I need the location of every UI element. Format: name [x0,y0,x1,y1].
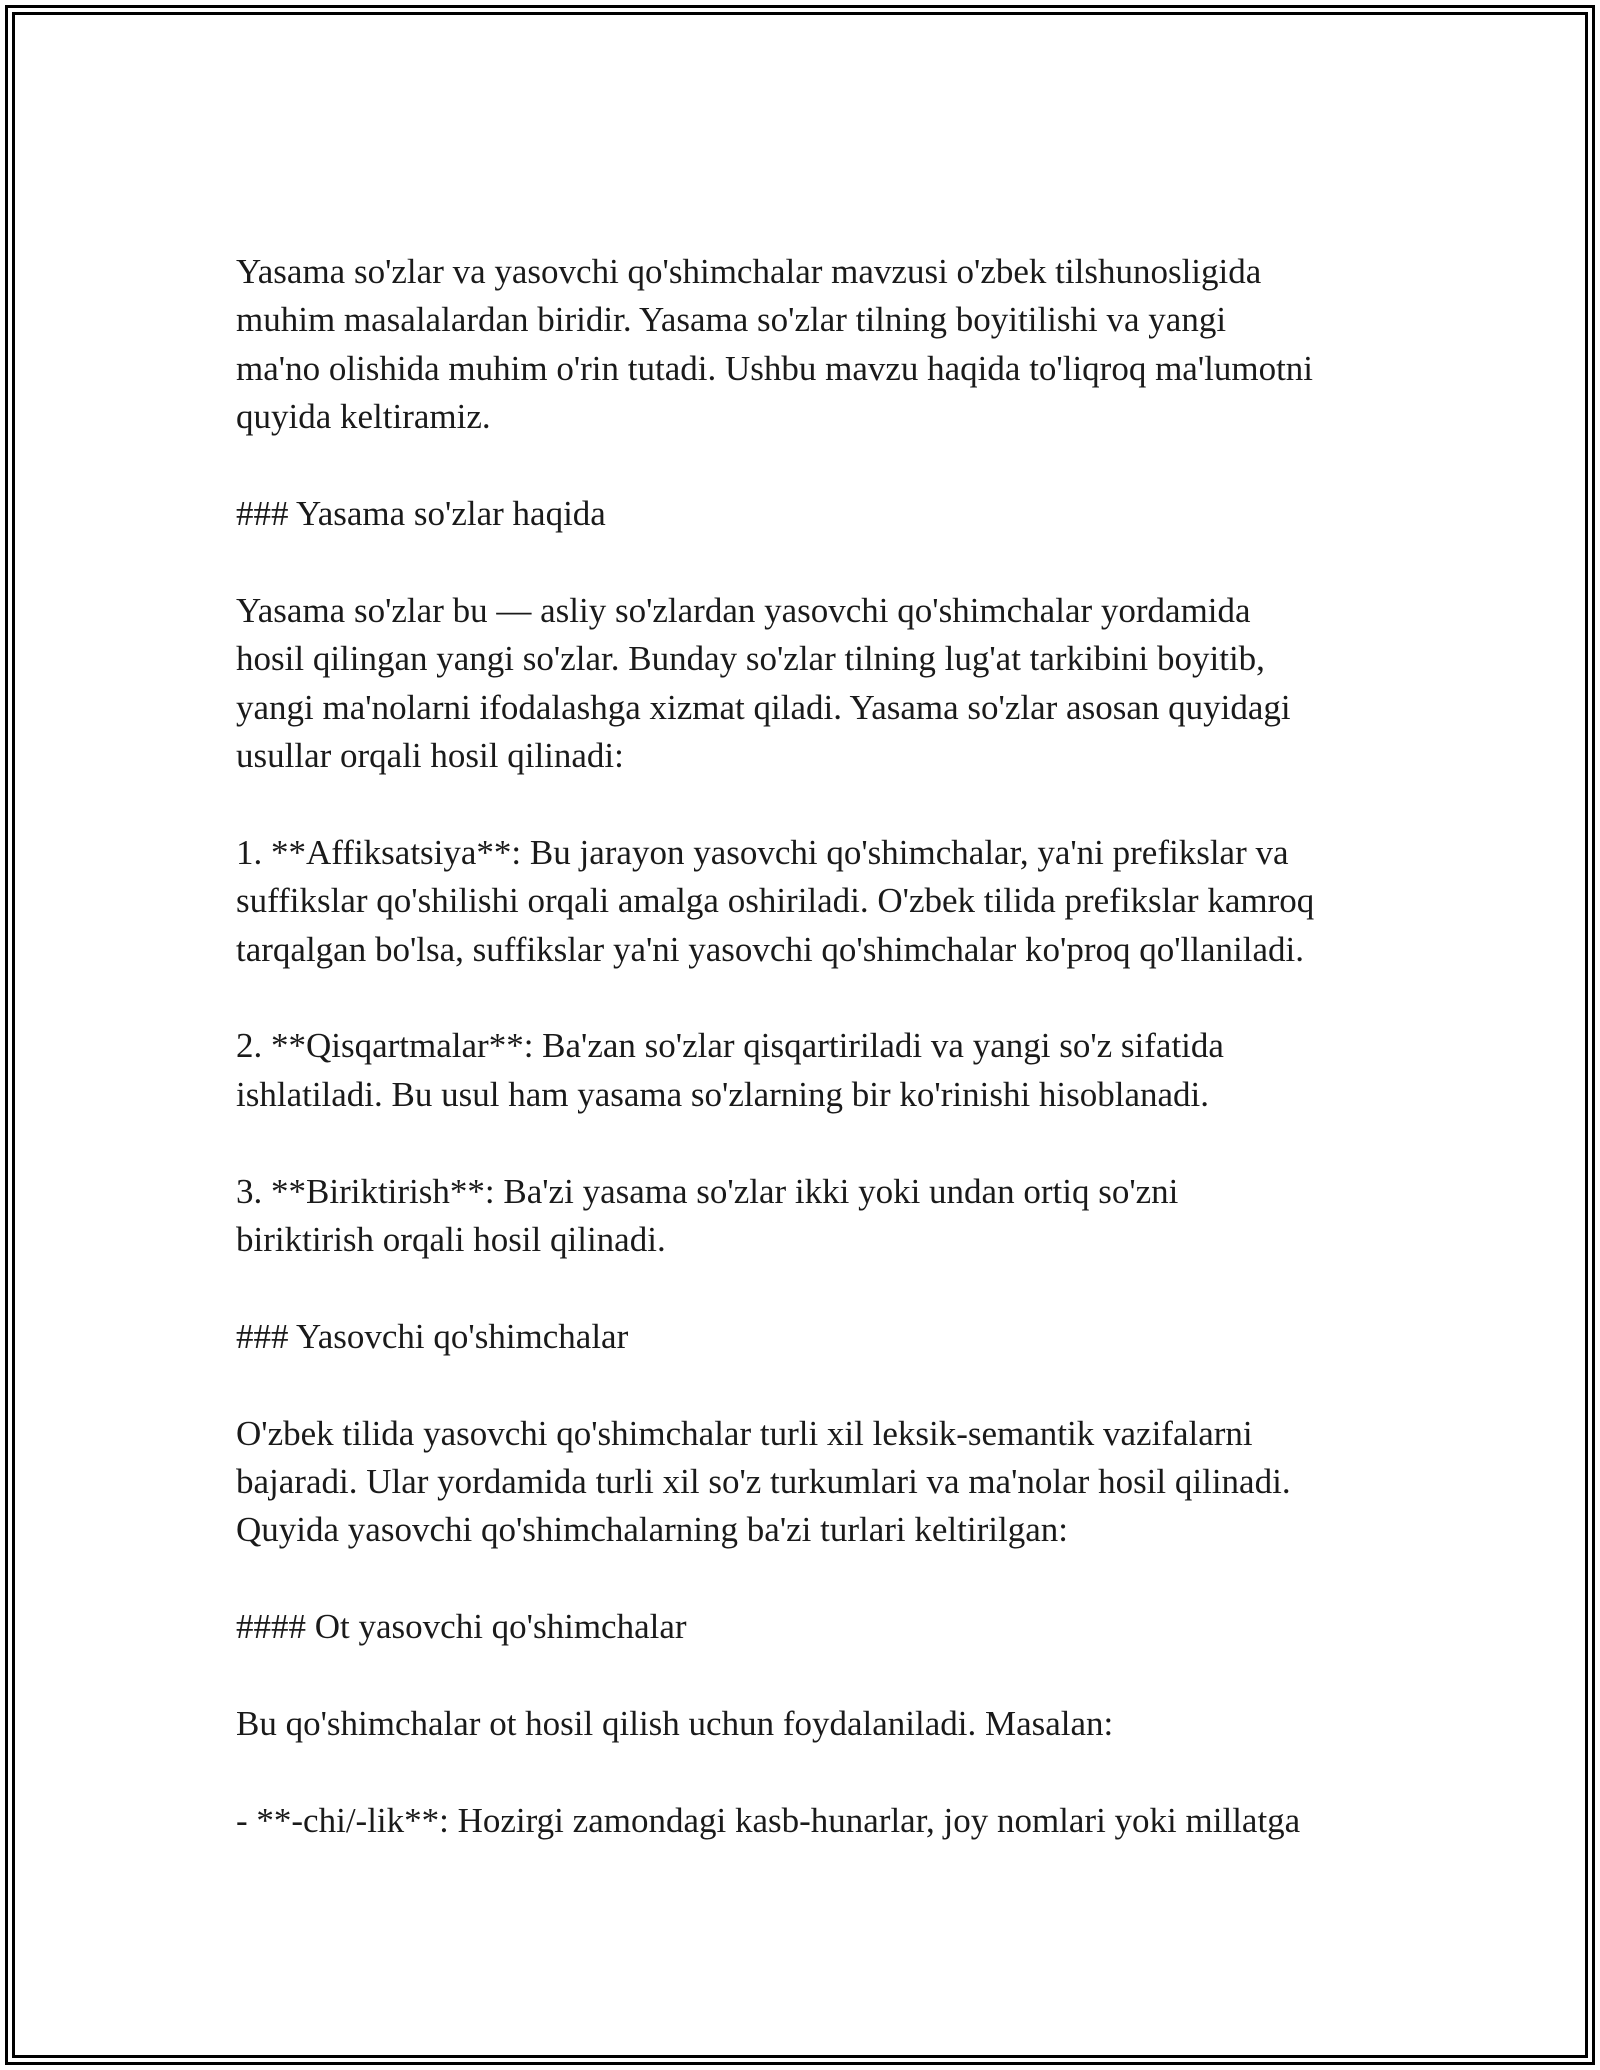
numbered-item-qisqartmalar [236,1022,1376,1119]
text-line: tarqalgan bo'lsa, suffikslar ya'ni yasovchi qo'shimchalar ko'proq qo'llaniladi. [236,929,1304,969]
text-line: Yasama so'zlar va yasovchi qo'shimchalar mavzusi o'zbek tilshunosligida [236,252,1262,291]
text-line: 2. **Qisqartmalar**: Ba'zan so'zlar qisqartiriladi va yangi so'z sifatida [236,1026,1224,1066]
text-line: 1. **Affiksatsiya**: Bu jarayon yasovchi qo'shimchalar, ya'ni prefikslar va [236,832,1289,872]
text-line: ma'no olishida muhim o'rin tutadi. Ushbu mavzu haqida to'liqroq ma'lumotni [236,348,1314,388]
text-line: ishlatiladi. Bu usul ham yasama so'zlarning bir ko'rinishi hisoblanadi. [236,1074,1210,1114]
text-line: quyida keltiramiz. [236,397,491,437]
text-line: 3. **Biriktirish**: Ba'zi yasama so'zlar ikki yoki undan ortiq so'zni [236,1171,1179,1211]
text-line: Bu qo'shimchalar ot hosil qilish uchun foydalaniladi. Masalan: [236,1704,1114,1744]
intro-paragraph [236,248,1376,442]
heading-text: ### Yasama so'zlar haqida [236,494,606,534]
section-heading [236,1313,1376,1361]
numbered-item-biriktirish [236,1168,1376,1265]
bullet-item [236,1797,1376,1845]
heading-text: #### Ot yasovchi qo'shimchalar [236,1607,687,1647]
text-line: Quyida yasovchi qo'shimchalarning ba'zi turlari keltirilgan: [236,1510,1068,1550]
text-line: muhim masalalardan biridir. Yasama so'zlar tilning boyitilishi va yangi [236,300,1227,340]
section-heading [236,490,1376,538]
numbered-item-affiksatsiya [236,829,1376,974]
document-body [236,248,1376,1894]
text-line: O'zbek tilida yasovchi qo'shimchalar turli xil leksik-semantik vazifalarni [236,1413,1253,1453]
text-line: bajaradi. Ular yordamida turli xil so'z turkumlari va ma'nolar hosil qilinadi. [236,1462,1291,1502]
definition-paragraph [236,587,1376,781]
suffix-intro-paragraph [236,1410,1376,1555]
heading-text: ### Yasovchi qo'shimchalar [236,1316,629,1356]
text-line: biriktirish orqali hosil qilinadi. [236,1220,666,1260]
noun-suffix-paragraph [236,1700,1376,1748]
subsection-heading [236,1603,1376,1651]
text-line: Yasama so'zlar bu — asliy so'zlardan yasovchi qo'shimchalar yordamida [236,590,1251,630]
text-line: yangi ma'nolarni ifodalashga xizmat qiladi. Yasama so'zlar asosan quyidagi [236,687,1291,727]
text-line: hosil qilingan yangi so'zlar. Bunday so'zlar tilning lug'at tarkibini boyitib, [236,639,1265,679]
text-line: - **-chi/-lik**: Hozirgi zamondagi kasb-hunarlar, joy nomlari yoki millatga [236,1800,1301,1840]
text-line: suffikslar qo'shilishi orqali amalga oshiriladi. O'zbek tilida prefikslar kamroq [236,881,1315,921]
text-line: usullar orqali hosil qilinadi: [236,736,624,776]
